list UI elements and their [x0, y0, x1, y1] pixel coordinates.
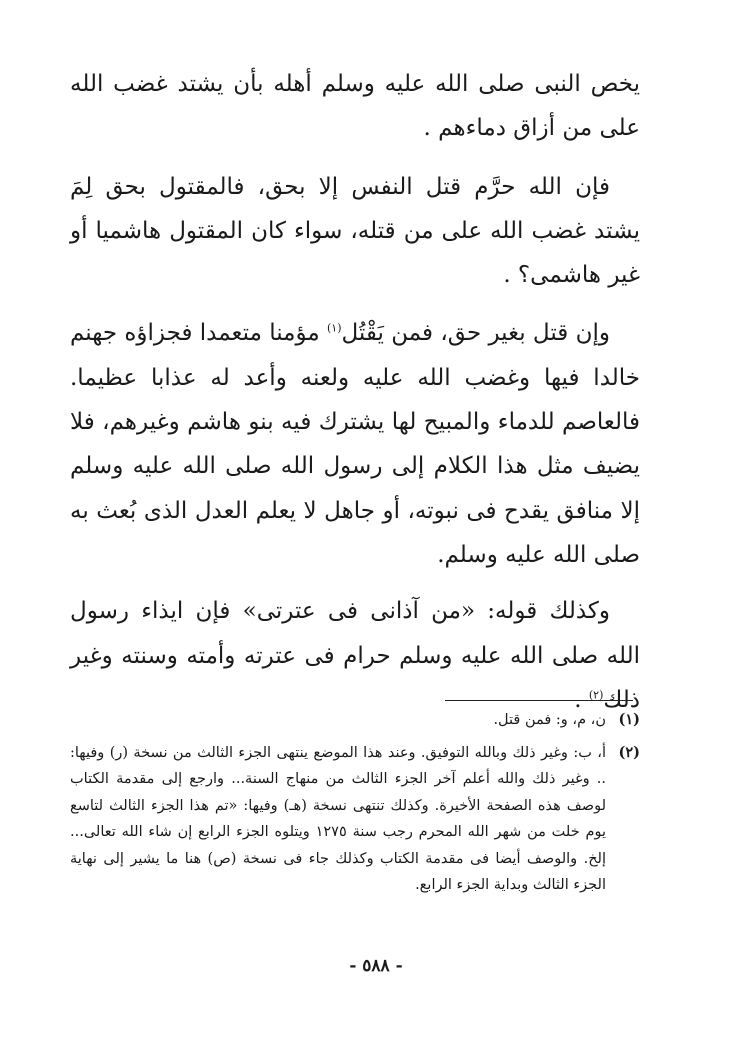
paragraph-4-end: .: [574, 686, 589, 713]
footnote-text: ن، م، و: فمن قتل.: [493, 712, 606, 728]
footnote-divider: [445, 700, 633, 701]
page-number: - ٥٨٨ -: [349, 956, 403, 976]
main-text: [70, 62, 640, 722]
paragraph-4: [70, 589, 640, 722]
footnote-ref-1[interactable]: (١): [327, 321, 342, 335]
paragraph-1: يخص النبى صلى الله عليه وسلم أهله بأن يشتد غضب الله على من أزاق دماءهم .: [70, 71, 640, 142]
footnote-number: (٢): [618, 743, 640, 761]
footnotes: [70, 707, 640, 899]
paragraph-2: فإن الله حرَّم قتل النفس إلا بحق، فالمقتول بحق لِمَ يشتد غضب الله على من قتله، سواء كان المقتول هاشميا أو غير هاشمى؟ .: [70, 173, 640, 289]
footnote-ref-2[interactable]: (٢): [588, 688, 604, 702]
paragraph-3: [70, 311, 640, 577]
paragraph-3-rest: مؤمنا متعمدا فجزاؤه جهنم خالدا فيها وغضب الله عليه ولعنه وأعد له عذابا عظيما. فالعاصم للدماء والمبيح لها يشترك فيه بنو هاشم وغيرهم، فلا يضيف مثل هذا الكلام إلى رسول الله صلى الله عليه وسلم إلا منافق يقدح فى نبوته، أو جاهل لا يعلم العدل الذى بُعث به صلى الله عليه وسلم.: [70, 320, 640, 568]
footnote-2: [70, 740, 640, 899]
paragraph-4-start: وكذلك قوله: «من آذانى فى عترتى» فإن ايذاء رسول الله صلى الله عليه وسلم حرام فى عترته وأمته وسنته وغير ذلك: [70, 598, 640, 713]
footnote-text: أ، ب: وغير ذلك وبالله التوفيق. وعند هذا الموضع ينتهى الجزء الثالث من نسخة (ر) وفيها: .. وغير ذلك والله أعلم آخر الجزء الثالث من منهاج السنة... وارجع إلى مقدمة الكتاب لوصف هذه الصفحة الأخيرة. وكذلك تنتهى نسخة (هـ) وفيها: «تم هذا الجزء الثالث لتاسع يوم خلت من شهر الله المحرم رجب سنة ١٢٧٥ ويتلوه الجزء الرابع إن شاء الله تعالى... إلخ. والوصف أيضا فى مقدمة الكتاب وكذلك جاء فى نسخة (ص) هنا ما يشير إلى نهاية الجزء الثالث وبداية الجزء الرابع.: [70, 744, 606, 893]
paragraph-3-start: وإن قتل بغير حق، فمن يَقْتُل: [341, 320, 610, 347]
footnote-number: (١): [618, 711, 640, 728]
footnote-1: [70, 707, 640, 734]
